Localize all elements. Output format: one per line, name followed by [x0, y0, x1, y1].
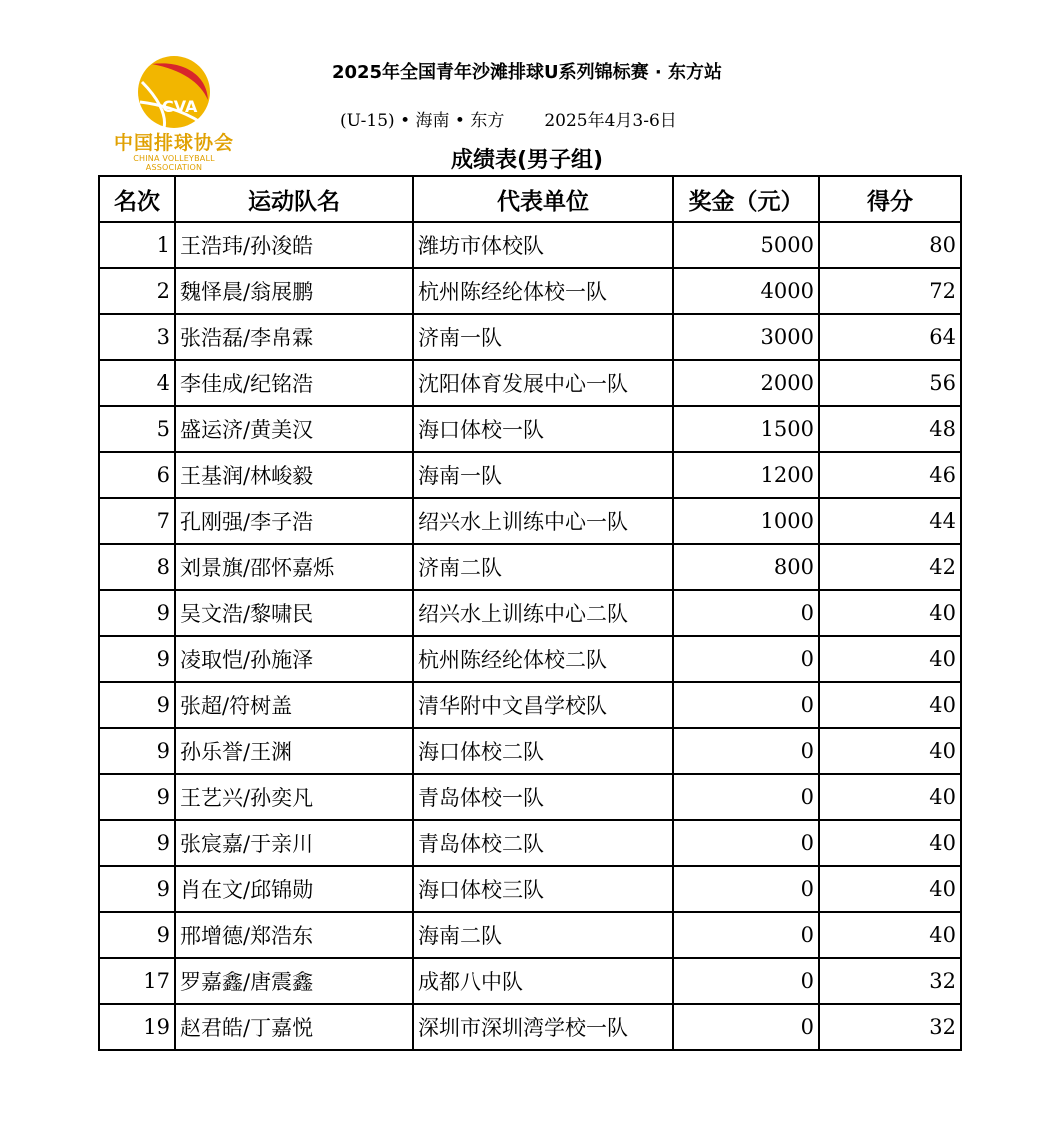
unit-cell: 济南二队 — [413, 544, 673, 590]
table-row — [99, 1004, 961, 1050]
score-cell: 40 — [819, 728, 961, 774]
unit-cell: 海口体校三队 — [413, 866, 673, 912]
unit-cell: 海口体校二队 — [413, 728, 673, 774]
team-cell: 凌取恺/孙施泽 — [175, 636, 413, 682]
score-cell: 44 — [819, 498, 961, 544]
logo-name-cn: 中国排球协会 — [113, 132, 234, 154]
prize-cell: 0 — [673, 682, 819, 728]
table-row — [99, 314, 961, 360]
event-date: 2025年4月3-6日 — [544, 111, 677, 131]
prize-cell: 4000 — [673, 268, 819, 314]
team-cell: 王浩玮/孙浚皓 — [175, 222, 413, 268]
table-row — [99, 774, 961, 820]
team-cell: 王基润/林峻毅 — [175, 452, 413, 498]
rank-cell: 4 — [99, 360, 175, 406]
unit-cell: 绍兴水上训练中心一队 — [413, 498, 673, 544]
score-cell: 32 — [819, 958, 961, 1004]
team-cell: 孙乐誉/王渊 — [175, 728, 413, 774]
volleyball-emblem-icon — [112, 52, 236, 132]
event-group: (U-15) • 海南 • 东方 — [340, 111, 505, 131]
team-cell: 张宸嘉/于亲川 — [175, 820, 413, 866]
team-cell: 孔刚强/李子浩 — [175, 498, 413, 544]
prize-cell: 0 — [673, 912, 819, 958]
score-cell: 48 — [819, 406, 961, 452]
score-cell: 40 — [819, 590, 961, 636]
unit-cell: 绍兴水上训练中心二队 — [413, 590, 673, 636]
unit-cell: 清华附中文昌学校队 — [413, 682, 673, 728]
score-cell: 80 — [819, 222, 961, 268]
event-subtitle — [340, 106, 717, 131]
score-cell: 72 — [819, 268, 961, 314]
score-cell: 64 — [819, 314, 961, 360]
table-row — [99, 866, 961, 912]
rank-cell: 19 — [99, 1004, 175, 1050]
header-score: 得分 — [819, 176, 961, 222]
unit-cell: 杭州陈经纶体校二队 — [413, 636, 673, 682]
score-cell: 40 — [819, 820, 961, 866]
unit-cell: 青岛体校二队 — [413, 820, 673, 866]
score-cell: 40 — [819, 912, 961, 958]
rank-cell: 8 — [99, 544, 175, 590]
rank-cell: 7 — [99, 498, 175, 544]
rank-cell: 9 — [99, 866, 175, 912]
prize-cell: 0 — [673, 820, 819, 866]
rank-cell: 9 — [99, 590, 175, 636]
table-header-row — [99, 176, 961, 222]
score-cell: 42 — [819, 544, 961, 590]
score-cell: 40 — [819, 682, 961, 728]
header-team: 运动队名 — [175, 176, 413, 222]
prize-cell: 800 — [673, 544, 819, 590]
unit-cell: 海口体校一队 — [413, 406, 673, 452]
rank-cell: 6 — [99, 452, 175, 498]
unit-cell: 沈阳体育发展中心一队 — [413, 360, 673, 406]
table-row — [99, 912, 961, 958]
team-cell: 王艺兴/孙奕凡 — [175, 774, 413, 820]
prize-cell: 3000 — [673, 314, 819, 360]
prize-cell: 0 — [673, 1004, 819, 1050]
rank-cell: 9 — [99, 820, 175, 866]
prize-cell: 0 — [673, 590, 819, 636]
score-cell: 46 — [819, 452, 961, 498]
team-cell: 刘景旗/邵怀嘉烁 — [175, 544, 413, 590]
rank-cell: 9 — [99, 636, 175, 682]
header-unit: 代表单位 — [413, 176, 673, 222]
rank-cell: 17 — [99, 958, 175, 1004]
table-row — [99, 544, 961, 590]
prize-cell: 0 — [673, 636, 819, 682]
table-row — [99, 222, 961, 268]
prize-cell: 1000 — [673, 498, 819, 544]
prize-cell: 2000 — [673, 360, 819, 406]
table-row — [99, 958, 961, 1004]
prize-cell: 1500 — [673, 406, 819, 452]
unit-cell: 济南一队 — [413, 314, 673, 360]
table-row — [99, 820, 961, 866]
rank-cell: 9 — [99, 774, 175, 820]
team-cell: 张超/符树盖 — [175, 682, 413, 728]
score-cell: 56 — [819, 360, 961, 406]
table-body — [99, 222, 961, 1050]
logo-name-en: CHINA VOLLEYBALL ASSOCIATION — [133, 154, 215, 172]
score-cell: 40 — [819, 774, 961, 820]
unit-cell: 潍坊市体校队 — [413, 222, 673, 268]
rank-cell: 5 — [99, 406, 175, 452]
table-row — [99, 268, 961, 314]
prize-cell: 5000 — [673, 222, 819, 268]
rank-cell: 9 — [99, 682, 175, 728]
unit-cell: 海南一队 — [413, 452, 673, 498]
table-row — [99, 498, 961, 544]
prize-cell: 0 — [673, 728, 819, 774]
team-cell: 盛运济/黄美汉 — [175, 406, 413, 452]
score-cell: 40 — [819, 636, 961, 682]
score-cell: 32 — [819, 1004, 961, 1050]
table-row — [99, 728, 961, 774]
score-cell: 40 — [819, 866, 961, 912]
team-cell: 魏怿晨/翁展鹏 — [175, 268, 413, 314]
table-row — [99, 636, 961, 682]
team-cell: 赵君皓/丁嘉悦 — [175, 1004, 413, 1050]
header-rank: 名次 — [99, 176, 175, 222]
cva-logo — [112, 52, 236, 170]
unit-cell: 深圳市深圳湾学校一队 — [413, 1004, 673, 1050]
team-cell: 吴文浩/黎啸民 — [175, 590, 413, 636]
table-title: 成绩表(男子组) — [450, 148, 604, 173]
table-row — [99, 590, 961, 636]
rank-cell: 9 — [99, 728, 175, 774]
prize-cell: 0 — [673, 866, 819, 912]
header-prize: 奖金（元） — [673, 176, 819, 222]
rank-cell: 1 — [99, 222, 175, 268]
unit-cell: 成都八中队 — [413, 958, 673, 1004]
page-title: 2025年全国青年沙滩排球U系列锦标赛 · 东方站 — [331, 62, 723, 83]
prize-cell: 0 — [673, 774, 819, 820]
team-cell: 肖在文/邱锦勋 — [175, 866, 413, 912]
team-cell: 邢增德/郑浩东 — [175, 912, 413, 958]
table-row — [99, 682, 961, 728]
rank-cell: 2 — [99, 268, 175, 314]
table-row — [99, 452, 961, 498]
unit-cell: 海南二队 — [413, 912, 673, 958]
prize-cell: 0 — [673, 958, 819, 1004]
logo-emblem-text: CVA — [162, 97, 198, 116]
table-row — [99, 406, 961, 452]
rank-cell: 9 — [99, 912, 175, 958]
team-cell: 张浩磊/李帛霖 — [175, 314, 413, 360]
results-table — [98, 175, 962, 1051]
prize-cell: 1200 — [673, 452, 819, 498]
team-cell: 罗嘉鑫/唐震鑫 — [175, 958, 413, 1004]
unit-cell: 青岛体校一队 — [413, 774, 673, 820]
rank-cell: 3 — [99, 314, 175, 360]
unit-cell: 杭州陈经纶体校一队 — [413, 268, 673, 314]
table-row — [99, 360, 961, 406]
team-cell: 李佳成/纪铭浩 — [175, 360, 413, 406]
